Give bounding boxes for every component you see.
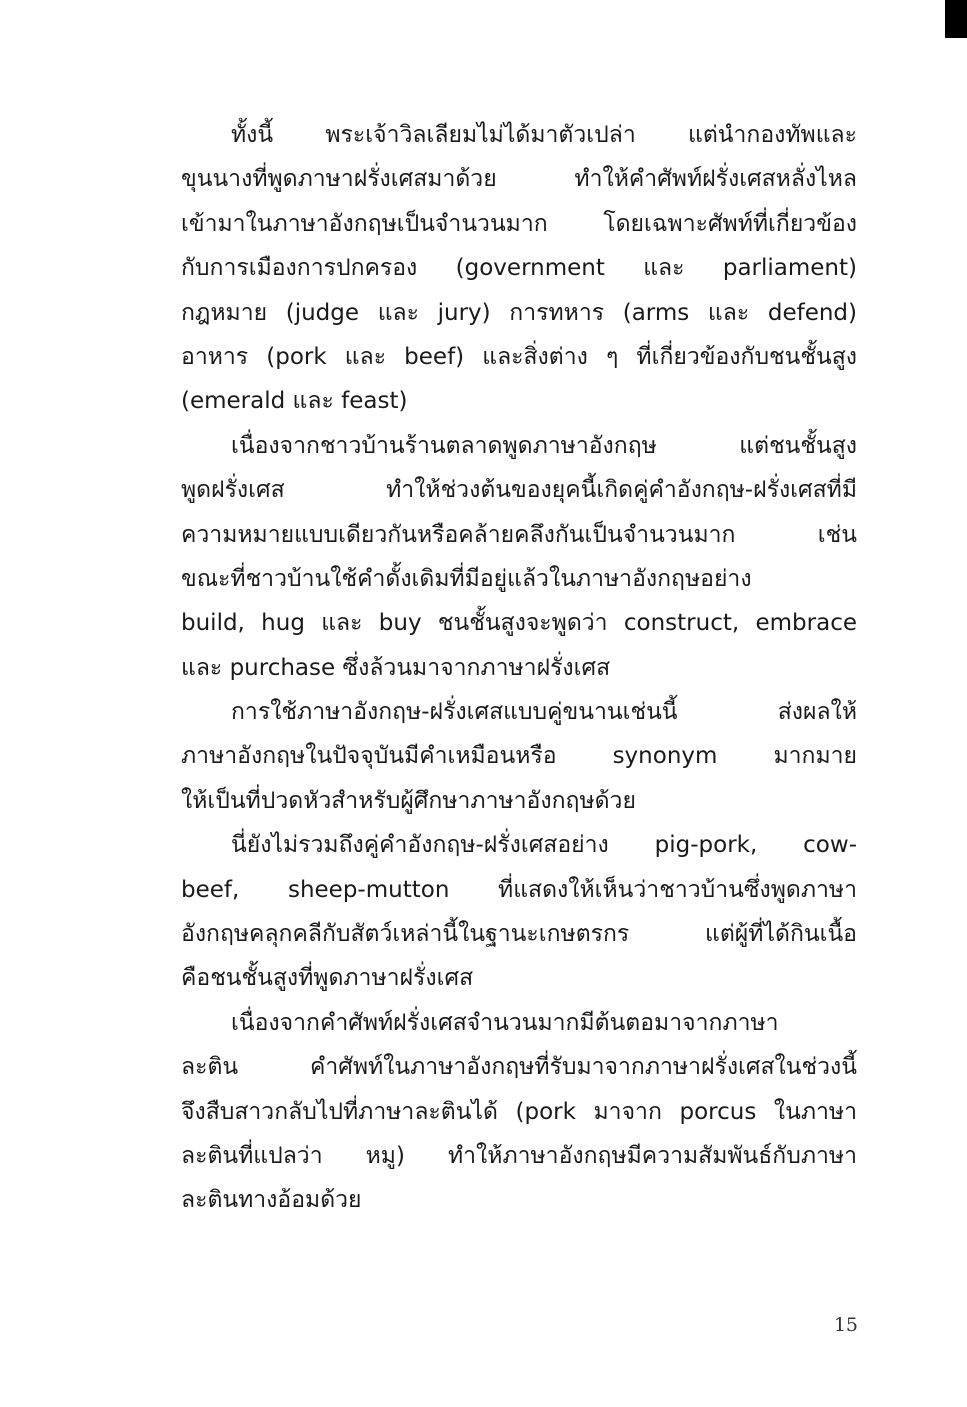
text-line: จึงสืบสาวกลับไปที่ภาษาละตินได้ (pork มาจาก porcus ในภาษา [181, 1098, 857, 1125]
paragraph-synonyms [181, 690, 857, 823]
text-line: กฎหมาย (judge และ jury) การทหาร (arms และ defend) [181, 299, 857, 326]
text-line: พูดฝรั่งเศส ทำให้ช่วงต้นของยุคนี้เกิดคู่คำอังกฤษ-ฝรั่งเศสที่มี [181, 477, 857, 504]
paragraph-animal-meat [181, 823, 857, 1001]
text-line: ละตินทางอ้อมด้วย [181, 1187, 362, 1214]
text-line: นี่ยังไม่รวมถึงคู่คำอังกฤษ-ฝรั่งเศสอย่าง pig-pork, cow- [231, 832, 857, 859]
text-line: การใช้ภาษาอังกฤษ-ฝรั่งเศสแบบคู่ขนานเช่นนี้ ส่งผลให้ [231, 699, 857, 726]
text-line: กับการเมืองการปกครอง (government และ parliament) [181, 255, 857, 282]
paragraph-word-pairs [181, 424, 857, 690]
text-line: ทั้งนี้ พระเจ้าวิลเลียมไม่ได้มาตัวเปล่า แต่นำกองทัพและ [231, 122, 857, 148]
text-line: คือชนชั้นสูงที่พูดภาษาฝรั่งเศส [181, 965, 474, 992]
text-line: ความหมายแบบเดียวกันหรือคล้ายคลึงกันเป็นจำนวนมาก เช่น [181, 521, 857, 548]
text-line: เข้ามาในภาษาอังกฤษเป็นจำนวนมาก โดยเฉพาะศัพท์ที่เกี่ยวข้อง [181, 210, 857, 237]
text-line: ละติน คำศัพท์ในภาษาอังกฤษที่รับมาจากภาษาฝรั่งเศสในช่วงนี้ [181, 1054, 857, 1081]
text-line: beef, sheep-mutton ที่แสดงให้เห็นว่าชาวบ้านซึ่งพูดภาษา [181, 876, 857, 903]
text-line: ละตินที่แปลว่า หมู) ทำให้ภาษาอังกฤษมีความสัมพันธ์กับภาษา [181, 1142, 857, 1169]
text-line: อังกฤษคลุกคลีกับสัตว์เหล่านี้ในฐานะเกษตรกร แต่ผู้ที่ได้กินเนื้อ [181, 921, 857, 948]
paragraph-william-conquest [181, 113, 857, 424]
body-text [181, 113, 857, 1223]
text-line: และ purchase ซึ่งล้วนมาจากภาษาฝรั่งเศส [181, 654, 611, 681]
text-line: ภาษาอังกฤษในปัจจุบันมีคำเหมือนหรือ synonym มากมาย [181, 743, 857, 770]
page-edge-marker [945, 0, 967, 38]
text-line: เนื่องจากชาวบ้านร้านตลาดพูดภาษาอังกฤษ แต่ชนชั้นสูง [231, 432, 857, 459]
text-line: อาหาร (pork และ beef) และสิ่งต่าง ๆ ที่เกี่ยวข้องกับชนชั้นสูง [181, 343, 857, 370]
text-line: ให้เป็นที่ปวดหัวสำหรับผู้ศึกษาภาษาอังกฤษด้วย [181, 787, 636, 814]
text-line: build, hug และ buy ชนชั้นสูงจะพูดว่า construct, embrace [181, 610, 857, 637]
text-line: (emerald และ feast) [181, 388, 408, 415]
page-number: 15 [833, 1314, 858, 1336]
paragraph-latin-origin [181, 1001, 857, 1223]
text-line: ขณะที่ชาวบ้านใช้คำดั้งเดิมที่มีอยู่แล้วในภาษาอังกฤษอย่าง [181, 565, 752, 592]
text-line: เนื่องจากคำศัพท์ฝรั่งเศสจำนวนมากมีต้นตอมาจากภาษา [231, 1009, 779, 1036]
text-line: ขุนนางที่พูดภาษาฝรั่งเศสมาด้วย ทำให้คำศัพท์ฝรั่งเศสหลั่งไหล [181, 166, 857, 193]
